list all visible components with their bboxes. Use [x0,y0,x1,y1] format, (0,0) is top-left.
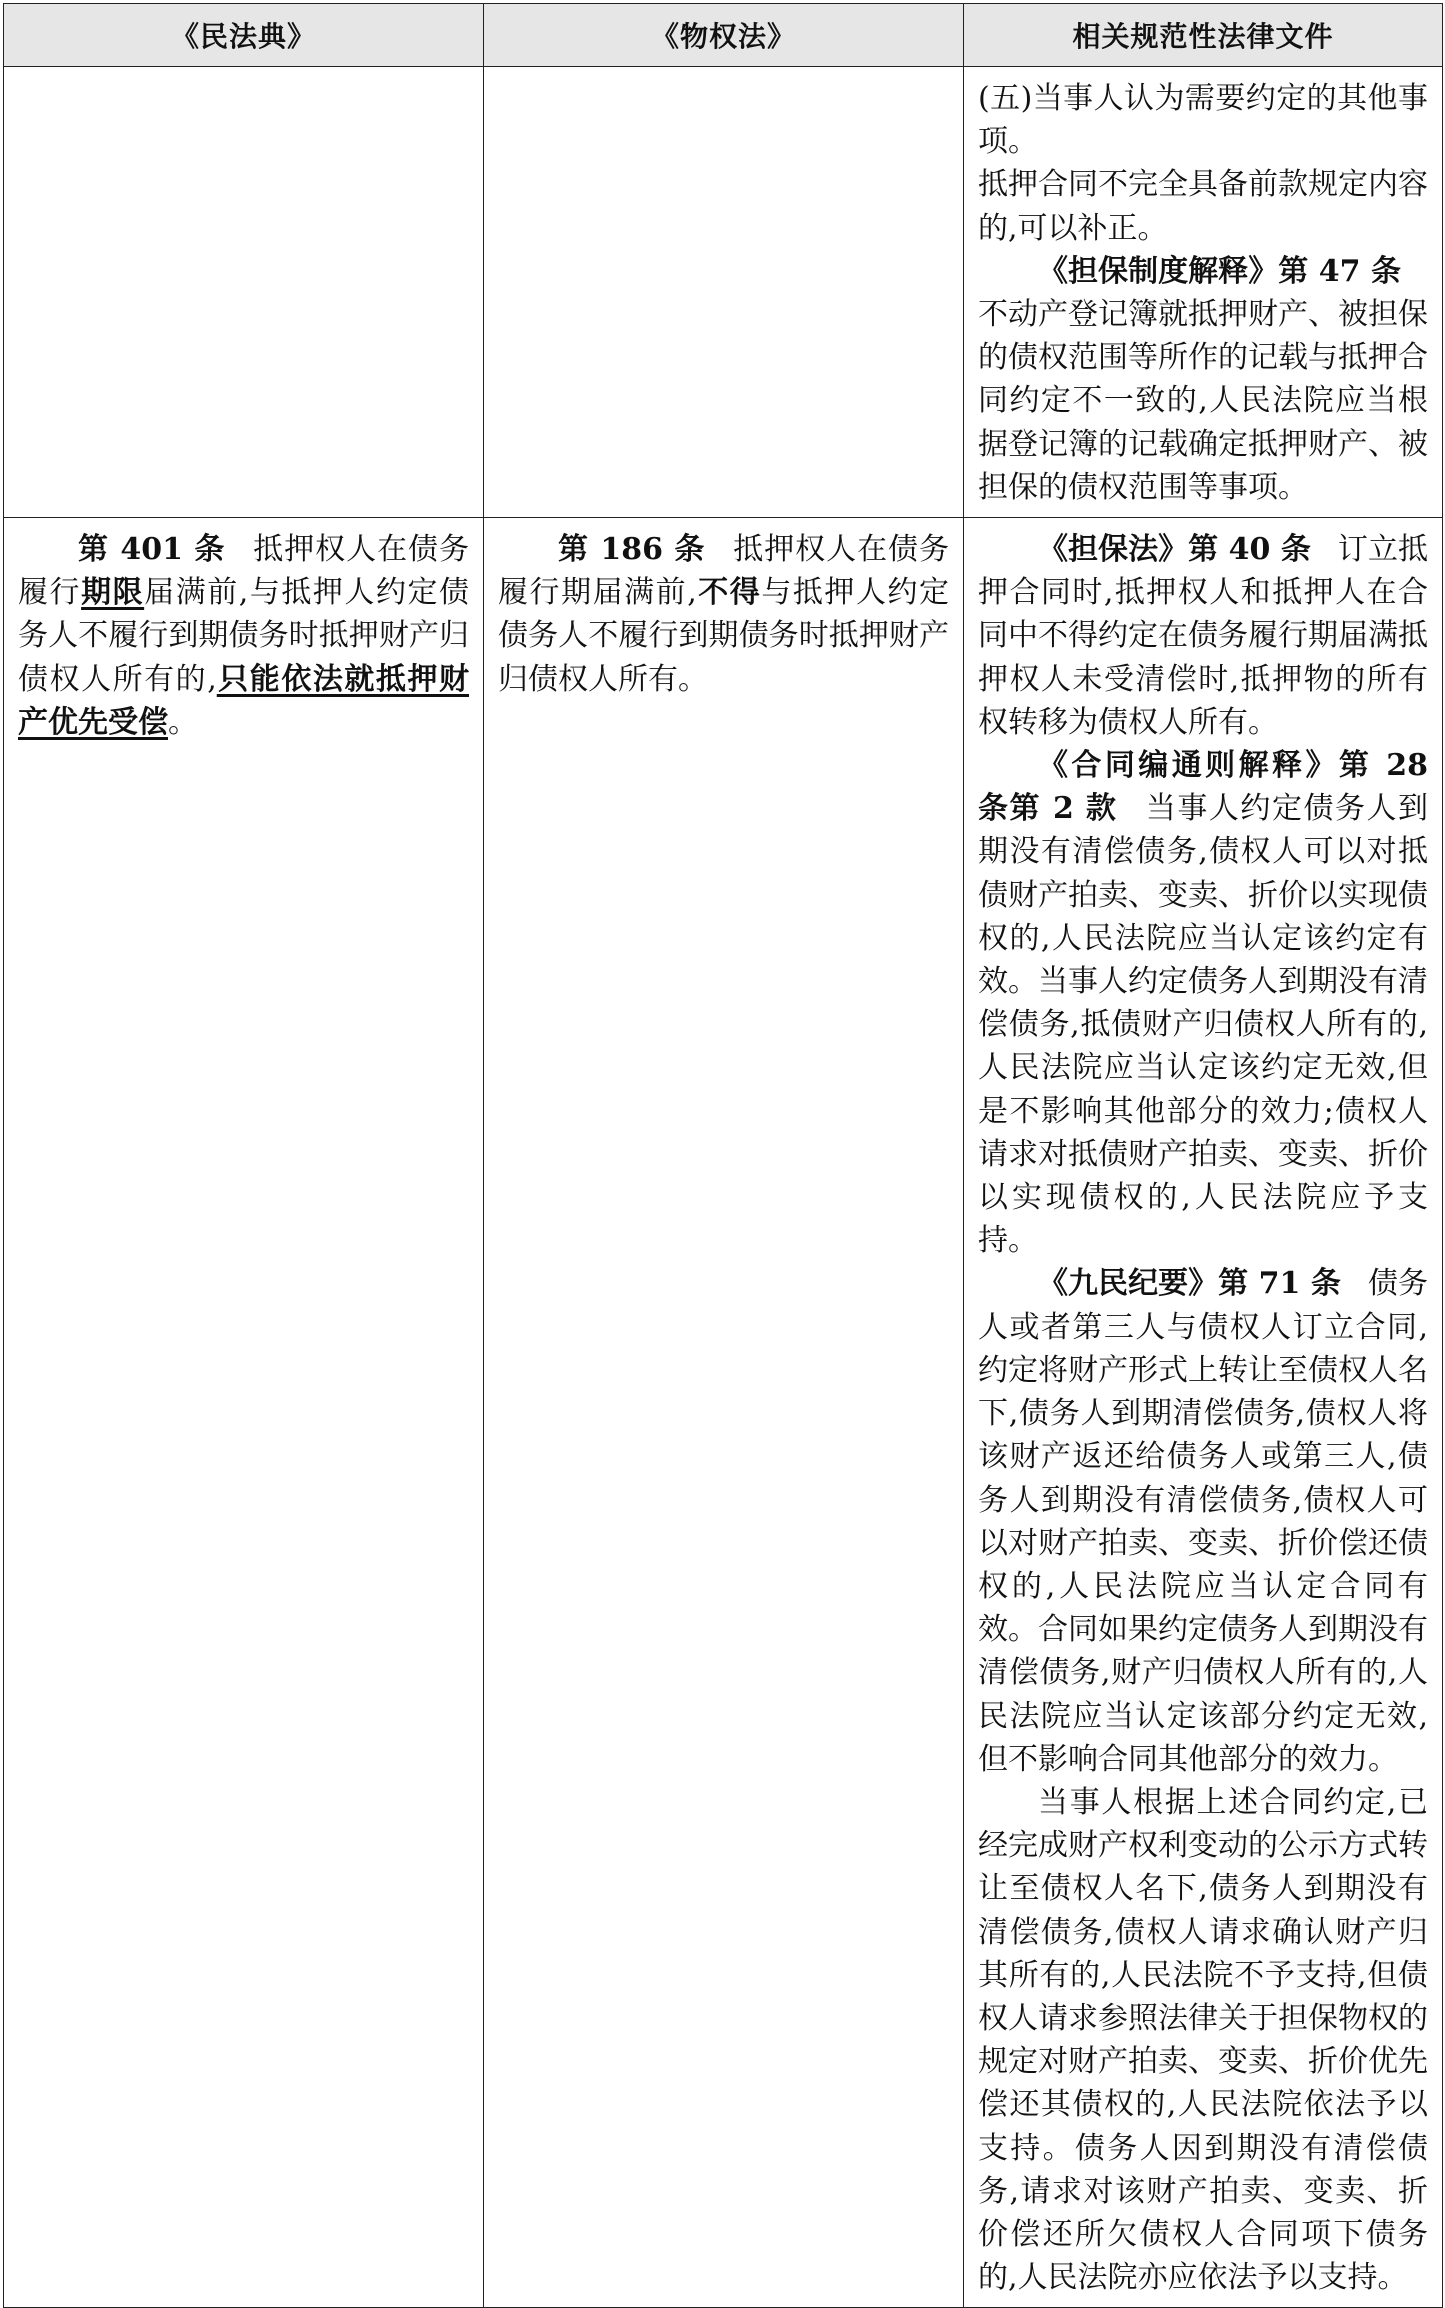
article-text-part: 。 [168,704,198,740]
reference-paragraph [978,1262,1428,1780]
reference-title: 《担保制度解释》第 47 条 [1038,253,1401,289]
header-related-documents: 相关规范性法律文件 [964,4,1443,67]
cell-property-law-empty [484,67,964,518]
article-text-part: 抵押权人在债务履行期届满前, [498,532,949,611]
reference-paragraph [978,744,1428,1262]
article-number: 第 186 条 [558,532,706,568]
highlighted-change: 只能依法就抵押财产优先受偿 [18,661,469,740]
table-row [4,67,1443,518]
table-header-row [4,4,1443,67]
reference-paragraph [978,528,1428,744]
reference-paragraph [978,250,1428,509]
highlighted-change: 不得 [696,575,762,611]
article-number: 第 401 条 [78,532,226,568]
reference-title: 《合同编通则解释》第 28 条第 2 款 [978,748,1428,827]
article-text-part: 与抵押人约定债务人不履行到期债务时抵押财产归债权人所有。 [498,575,950,697]
civil-code-article-paragraph [18,528,469,744]
cell-property-law-article [484,518,964,2308]
reference-text: 当事人约定债务人到期没有清偿债务,债权人可以对抵债财产拍卖、变卖、折价以实现债权的,人民法院应当认定该约定有效。当事人约定债务人到期没有清偿债务,抵债财产归债权人所有的,人民法院应当认定该约定无效,但是不影响其他部分的效力;债权人请求对抵债财产拍卖、变卖、折价以实现债权的,人民法院应予支持。 [978,791,1429,1259]
reference-paragraph: 当事人根据上述合同约定,已经完成财产权利变动的公示方式转让至债权人名下,债务人到期没有清偿债务,债权人请求确认财产归其所有的,人民法院不予支持,但债权人请求参照法律关于担保物权的规定对财产拍卖、变卖、折价优先偿还其债权的,人民法院依法予以支持。债务人因到期没有清偿债务,请求对该财产拍卖、变卖、折价偿还所欠债权人合同项下债务的,人民法院亦应依法予以支持。 [978,1784,1428,2296]
cell-related-documents [964,518,1443,2308]
reference-text: 债务人或者第三人与债权人订立合同,约定将财产形式上转让至债权人名下,债务人到期清偿债务,债权人将该财产返还给债务人或第三人,债务人到期没有清偿债务,债权人可以对财产拍卖、变卖、折价偿还债权的,人民法院应当认定合同有效。合同如果约定债务人到期没有清偿债务,财产归债权人所有的,人民法院应当认定该部分约定无效,但不影响合同其他部分的效力。 [978,1266,1428,1777]
header-property-law: 《物权法》 [484,4,964,67]
article-text-part: 抵押权人在债务履行 [18,532,469,611]
supplement-text: 抵押合同不完全具备前款规定内容的,可以补正。 [978,167,1428,246]
header-civil-code: 《民法典》 [4,4,484,67]
property-law-article-paragraph [498,528,949,701]
cell-civil-code-article [4,518,484,2308]
reference-title: 《担保法》第 40 条 [1038,532,1311,568]
table-row [4,518,1443,2308]
law-comparison-table [3,3,1443,2308]
reference-text: 不动产登记簿就抵押财产、被担保的债权范围等所作的记载与抵押合同约定不一致的,人民法院应当根据登记簿的记载确定抵押财产、被担保的债权范围等事项。 [978,297,1428,505]
cell-civil-code-empty [4,67,484,518]
item-five: (五)当事人认为需要约定的其他事项。 [978,81,1428,160]
reference-title: 《九民纪要》第 71 条 [1038,1266,1341,1302]
article-text-part: 届满前,与抵押人约定债务人不履行到期债务时抵押财产归债权人所有的, [18,575,470,697]
cell-related-documents [964,67,1443,518]
reference-text: 订立抵押合同时,抵押权人和抵押人在合同中不得约定在债务履行期届满抵押权人未受清偿时,抵押物的所有权转移为债权人所有。 [978,532,1428,740]
highlighted-change: 期限 [81,575,145,611]
